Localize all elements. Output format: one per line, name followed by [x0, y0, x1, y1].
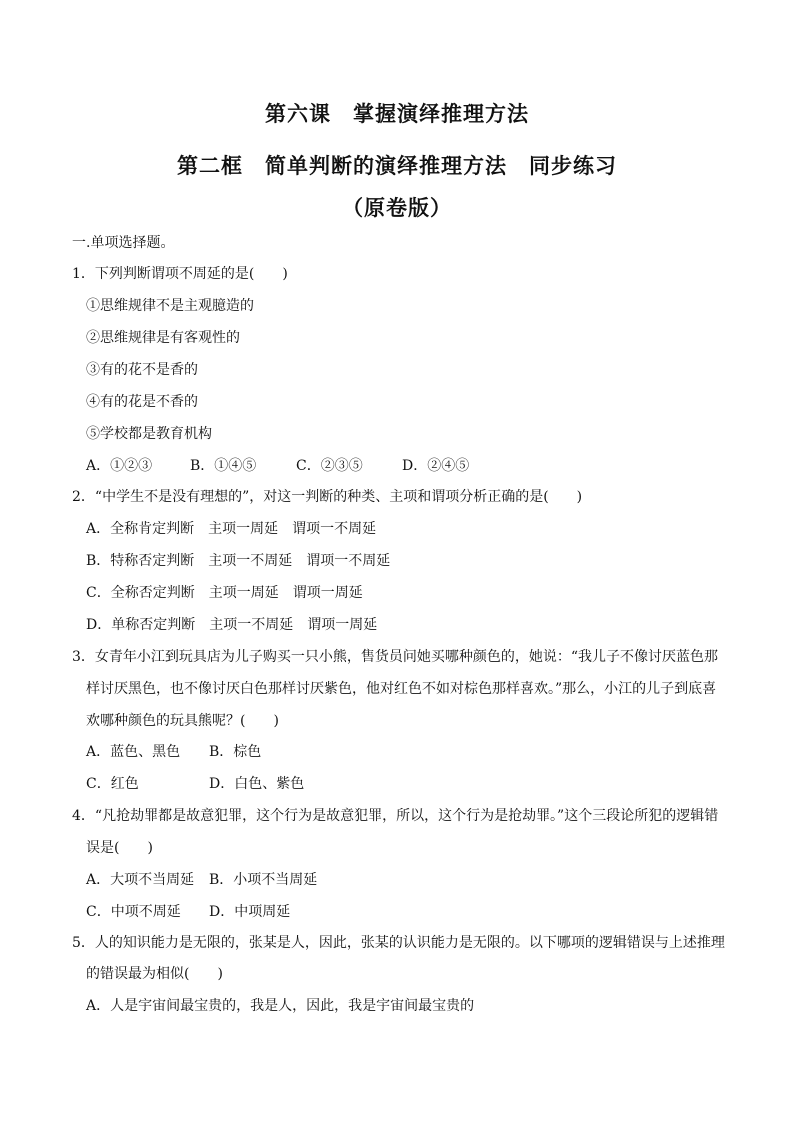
question-1-item: ②思维规律是有客观性的	[86, 330, 240, 346]
option-c: C．中项不周延	[86, 904, 181, 920]
option-c: C．②③⑤	[296, 458, 363, 474]
question-3-options-row-1	[86, 742, 261, 762]
option-d: D．白色、紫色	[209, 776, 305, 792]
section-heading: 一.单项选择题。	[72, 235, 175, 251]
question-1-item: ①思维规律不是主观臆造的	[86, 298, 254, 314]
question-1-options	[86, 456, 469, 476]
question-1-item: ③有的花不是香的	[86, 362, 198, 378]
question-2-option-d: D．单称否定判断 主项一不周延 谓项一周延	[86, 617, 378, 633]
question-4-options-row-2	[86, 902, 290, 922]
option-a: A．①②③	[86, 458, 153, 474]
question-5-stem-line: 的错误最为相似( )	[86, 966, 223, 982]
option-b: B．小项不当周延	[209, 872, 318, 888]
version-label: （原卷版）	[342, 195, 452, 220]
question-4-stem-line: 误是( )	[86, 840, 153, 856]
question-4-stem-line: 4．“凡抢劫罪都是故意犯罪，这个行为是故意犯罪，所以，这个行为是抢劫罪。”这个三段论所犯的逻辑错	[72, 808, 719, 824]
question-5-option-a: A．人是宇宙间最宝贵的，我是人，因此，我是宇宙间最宝贵的	[86, 998, 475, 1014]
question-2-option-a: A．全称肯定判断 主项一周延 谓项一不周延	[86, 521, 377, 537]
question-1-item: ⑤学校都是教育机构	[86, 426, 212, 442]
question-2-option-c: C．全称否定判断 主项一周延 谓项一周延	[86, 585, 363, 601]
lesson-title: 第六课 掌握演绎推理方法	[265, 101, 529, 126]
question-5-stem-line: 5．人的知识能力是无限的，张某是人，因此，张某的认识能力是无限的。以下哪项的逻辑错误与上述推理	[72, 935, 725, 951]
option-b: B．棕色	[209, 744, 262, 760]
option-d: D．②④⑤	[402, 458, 470, 474]
lesson-subtitle: 第二框 简单判断的演绎推理方法 同步练习	[177, 153, 617, 178]
option-b: B．①④⑤	[190, 458, 257, 474]
question-3-options-row-2	[86, 774, 304, 794]
question-3-stem-line: 欢哪种颜色的玩具熊呢？( )	[86, 713, 279, 729]
question-1-item: ④有的花是不香的	[86, 394, 198, 410]
question-2-stem: 2．“中学生不是没有理想的”，对这一判断的种类、主项和谓项分析正确的是( )	[72, 489, 583, 505]
option-c: C．红色	[86, 776, 139, 792]
question-3-stem-line: 3．女青年小江到玩具店为儿子购买一只小熊，售货员问她买哪种颜色的，她说：“我儿子不像讨厌蓝色那	[72, 649, 719, 665]
question-2-option-b: B．特称否定判断 主项一不周延 谓项一不周延	[86, 553, 391, 569]
question-3-stem-line: 样讨厌黑色，也不像讨厌白色那样讨厌紫色，他对红色不如对棕色那样喜欢。”那么，小江的儿子到底喜	[86, 681, 717, 697]
option-a: A．蓝色、黑色	[86, 744, 181, 760]
question-1-stem: 1．下列判断谓项不周延的是( )	[72, 266, 288, 282]
option-d: D．中项周延	[209, 904, 291, 920]
option-a: A．大项不当周延	[86, 872, 195, 888]
question-4-options-row-1	[86, 870, 317, 890]
